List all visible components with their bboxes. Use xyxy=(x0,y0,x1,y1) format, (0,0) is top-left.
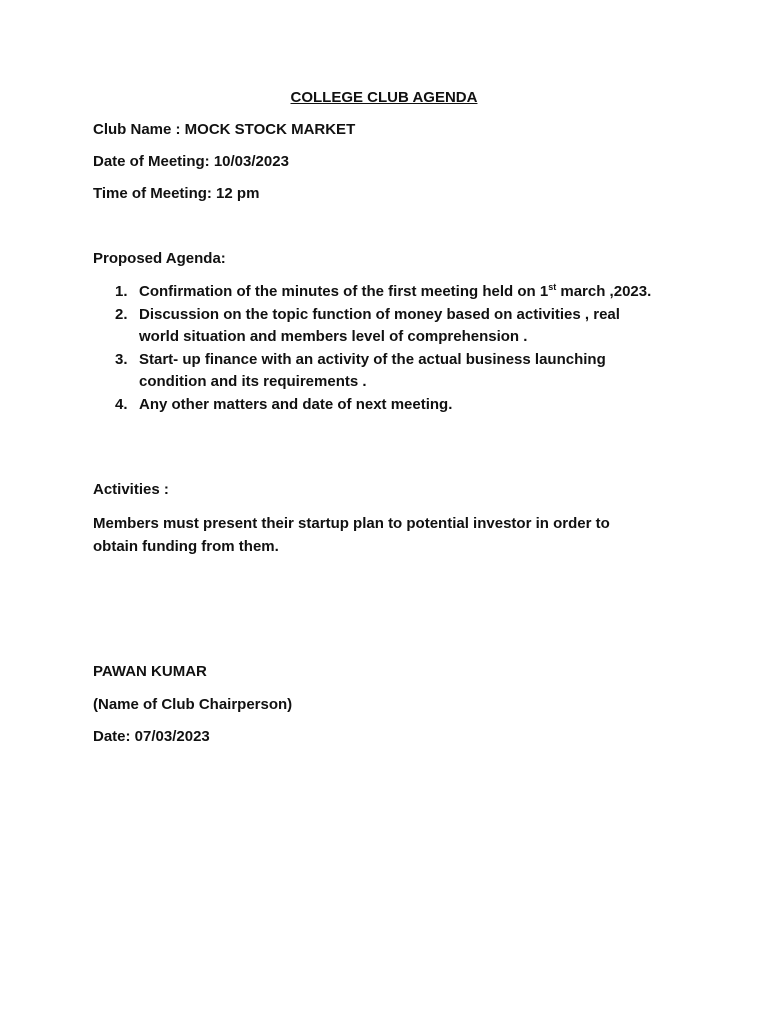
agenda-item-text: Discussion on the topic function of money based on activities , real world situation and members level of comprehension . xyxy=(139,305,620,345)
agenda-item-number: 1. xyxy=(115,283,128,300)
proposed-agenda-heading: Proposed Agenda: xyxy=(93,250,226,267)
agenda-item-text: Confirmation of the minutes of the first meeting held on 1 xyxy=(139,283,549,300)
date-of-meeting: Date of Meeting: 10/03/2023 xyxy=(93,153,289,170)
agenda-item-2 xyxy=(93,304,653,349)
signed-date: Date: 07/03/2023 xyxy=(93,728,210,745)
agenda-item-number: 2. xyxy=(115,305,128,323)
agenda-item-number: 3. xyxy=(115,350,128,368)
chairperson-name: PAWAN KUMAR xyxy=(93,663,207,680)
agenda-item-4 xyxy=(93,394,653,417)
agenda-item-3 xyxy=(93,349,653,394)
agenda-list xyxy=(93,281,653,416)
agenda-item-text-continued: march ,2023. xyxy=(556,283,652,300)
agenda-item-text: Start- up finance with an activity of the actual business launching condition and its requirements . xyxy=(139,350,606,390)
agenda-item-number: 4. xyxy=(115,395,128,413)
agenda-item-text: Any other matters and date of next meeting. xyxy=(139,395,453,413)
activities-heading: Activities : xyxy=(93,481,169,498)
agenda-item-1 xyxy=(93,281,653,304)
time-of-meeting: Time of Meeting: 12 pm xyxy=(93,185,260,202)
club-name: Club Name : MOCK STOCK MARKET xyxy=(93,121,356,138)
document-title: COLLEGE CLUB AGENDA xyxy=(290,89,478,106)
ordinal-superscript: st xyxy=(548,282,557,292)
chairperson-role: (Name of Club Chairperson) xyxy=(93,696,293,713)
activities-text: Members must present their startup plan to potential investor in order to obtain funding from them. xyxy=(93,515,610,555)
